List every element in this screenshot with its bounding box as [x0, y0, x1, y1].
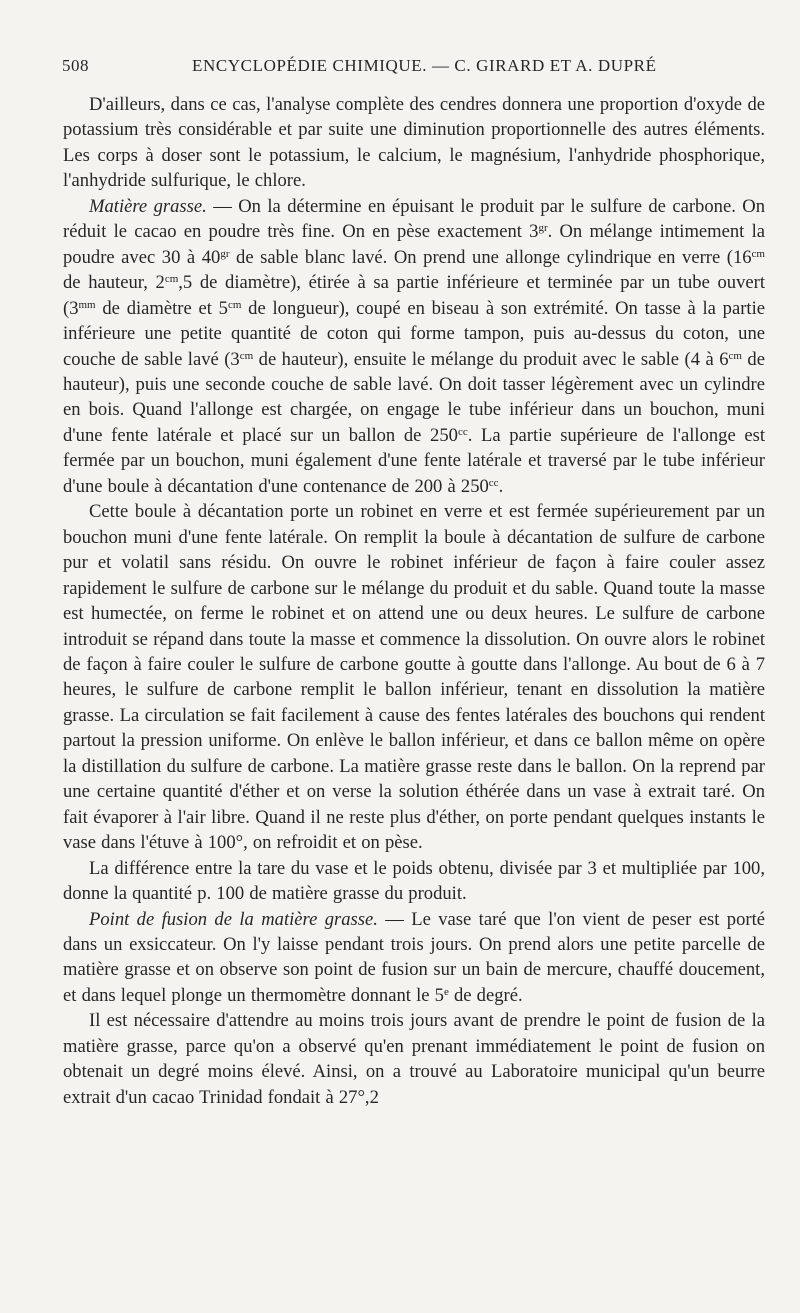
paragraph-text: de hauteur), puis une seconde couche de sable lavé. On doit tasser légèrement avec un cylindre en bois. Quand l'allonge est chargée, on engage le tube inférieur dans un bouchon, muni d'une fente latérale et placé sur un ballon de 250: [63, 348, 765, 446]
paragraph-text: de diamètre et 5: [95, 297, 228, 319]
section-title: Point de fusion de la matière grasse.: [89, 908, 378, 930]
paragraph-text: Cette boule à décantation porte un robinet en verre et est fermée supérieurement par un bouchon muni d'une fente latérale. On remplit la boule à décantation de sulfure de carbone pur et volatil sans résidu. On ouvre le robinet inférieur de façon à faire couler assez rapidement le sulfure de carbone sur le mélange du produit et du sable. Quand toute la masse est humectée, on ferme le robinet et on attend une ou deux heures. Le sulfure de carbone introduit se répand dans toute la masse et commence la dissolution. On ouvre alors le robinet de façon à faire couler le sulfure de carbone goutte à goutte dans l'allonge. Au bout de 6 à 7 heures, le sulfure de carbone remplit le ballon inférieur, tenant en dissolution la matière grasse. La circulation se fait facilement à cause des fentes latérales des bouchons qui rendent partout la pression uniforme. On enlève le ballon inférieur, et dans ce ballon même on opère la distillation du sulfure de carbone. La matière grasse reste dans le ballon. On la reprend par une certaine quantité d'éther et on verse la solution éthérée dans un vase à extrait taré. On fait évaporer à l'air libre. Quand il ne reste plus d'éther, on porte pendant quelques instants le vase dans l'étuve à 100°, on refroidit et on pèse.: [63, 501, 765, 854]
paragraph: [63, 499, 765, 855]
paragraph: [63, 856, 765, 907]
paragraph-text: .: [498, 475, 504, 497]
paragraph-text: La différence entre la tare du vase et le poids obtenu, divisée par 3 et multipliée par 100, donne la quantité p. 100 de matière grasse du produit.: [63, 857, 765, 905]
paragraph-text: de hauteur), ensuite le mélange du produit avec le sable (4 à 6: [253, 348, 729, 370]
unit-superscript: cc: [488, 476, 499, 489]
unit-superscript: cm: [227, 298, 242, 311]
running-head: ENCYCLOPÉDIE CHIMIQUE. — C. GIRARD ET A. DUPRÉ: [192, 56, 657, 75]
paragraph-text: ,5 de diamètre), étirée à sa partie inférieure et terminée par un tube ouvert (3: [63, 272, 765, 319]
page-number: 508: [62, 56, 89, 75]
unit-superscript: cm: [728, 349, 742, 362]
unit-superscript: cm: [164, 273, 179, 286]
paragraph-text: de hauteur, 2: [63, 272, 165, 294]
unit-superscript: cc: [457, 425, 468, 438]
paragraph-text: de degré.: [448, 984, 523, 1006]
paragraph-text: — Le vase taré que l'on vient de peser est porté dans un exsiccateur. On l'y laisse pendant trois jours. On prend alors une petite parcelle de matière grasse et on observe son point de fusion sur un bain de mercure, chauffé doucement, et dans lequel plonge un thermomètre donnant le 5: [63, 908, 765, 1006]
unit-superscript: gr: [538, 222, 548, 235]
page-header: [62, 56, 762, 82]
paragraph-text: D'ailleurs, dans ce cas, l'analyse complète des cendres donnera une proportion d'oxyde de potassium très considérable et par suite une diminution proportionnelle des autres éléments. Les corps à doser sont le potassium, le calcium, le magnésium, l'anhydride phosphorique, l'anhydride sulfurique, le chlore.: [63, 94, 765, 192]
unit-superscript: mm: [78, 298, 96, 311]
paragraph-text: — On la détermine en épuisant le produit par le sulfure de carbone. On réduit le cacao en poudre très fine. On en pèse exactement 3: [63, 195, 765, 243]
unit-superscript: cm: [239, 349, 254, 362]
unit-superscript: cm: [751, 247, 765, 260]
body-text: [63, 92, 765, 1110]
paragraph-text: Il est nécessaire d'attendre au moins trois jours avant de prendre le point de fusion de la matière grasse, parce qu'on a observé qu'en prenant immédiatement le point de fusion on obtenait un degré moins élevé. Ainsi, on a trouvé au Laboratoire municipal qu'un beurre extrait d'un cacao Trinidad fondait à 27°,2: [63, 1010, 765, 1108]
section-title: Matière grasse.: [89, 195, 207, 217]
paragraph: [63, 194, 765, 499]
unit-superscript: gr: [220, 247, 230, 260]
paragraph-text: . On mélange intimement la poudre avec 30 à 40: [63, 221, 765, 268]
paragraph-text: de sable blanc lavé. On prend une allonge cylindrique en verre (16: [229, 246, 752, 268]
paragraph: [63, 1008, 765, 1110]
paragraph: [63, 907, 765, 1009]
paragraph-text: de longueur), coupé en biseau à son extrémité. On tasse à la partie inférieure une petite quantité de coton qui forme tampon, puis au-dessus du coton, une couche de sable lavé (3: [63, 297, 765, 370]
paragraph-text: . La partie supérieure de l'allonge est fermée par un bouchon, muni également d'une fente latérale et traversé par le tube inférieur d'une boule à décantation d'une contenance de 200 à 250: [63, 424, 765, 497]
paragraph: [63, 92, 765, 194]
unit-superscript: e: [443, 985, 449, 998]
